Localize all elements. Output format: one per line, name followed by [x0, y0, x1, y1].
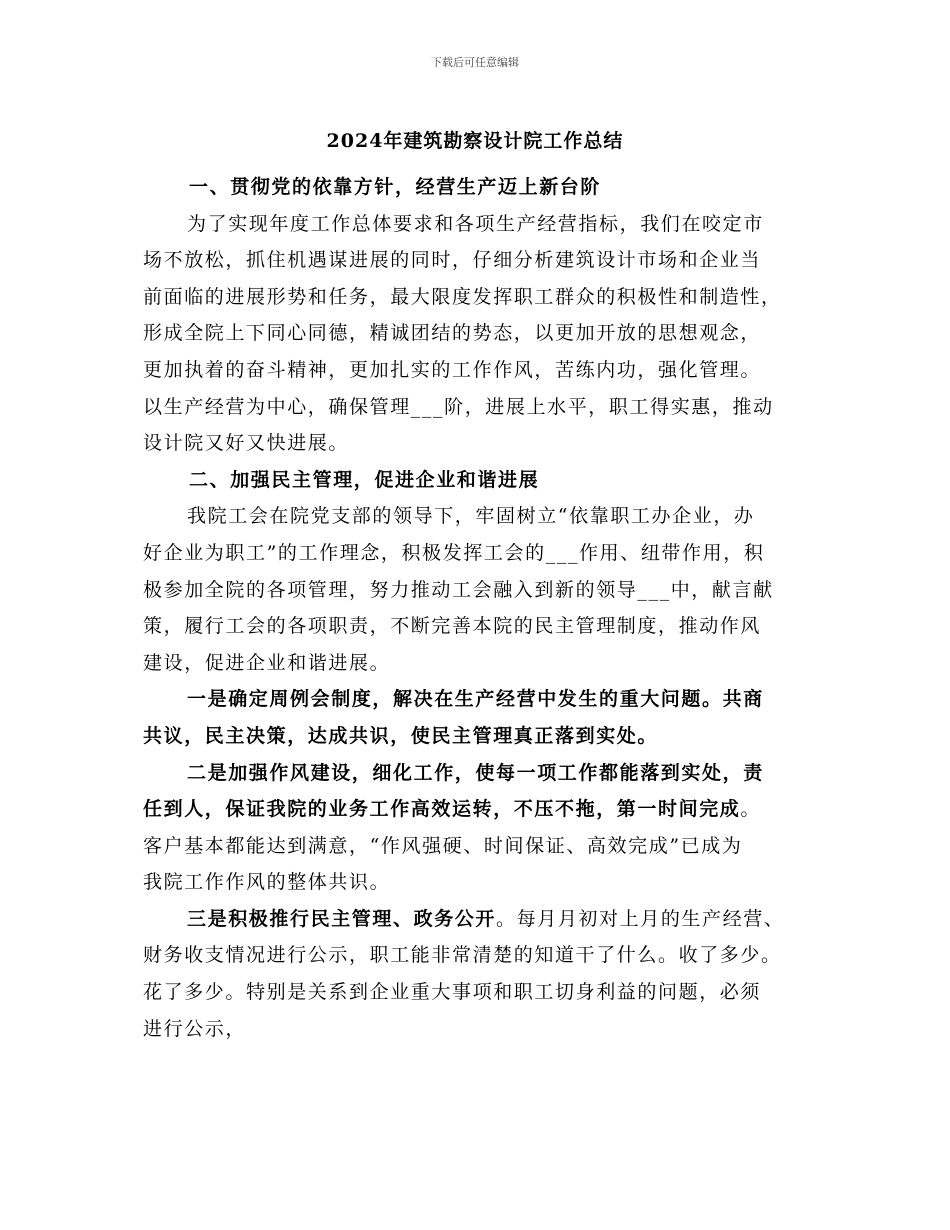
paragraph-line: 财务收支情况进行公示，职工能非常清楚的知道干了什么。收了多少。 [143, 944, 782, 967]
paragraph-line: 我院工作作风的整体共识。 [143, 871, 391, 894]
paragraph-line: 策，履行工会的各项职责，不断完善本院的民主管理制度，推动作风 [143, 615, 762, 638]
document-title: 2024年建筑勘察设计院工作总结 [326, 130, 624, 152]
paragraph-line: 进行公示， [143, 1017, 247, 1040]
paragraph-line: 场不放松，抓住机遇谋进展的同时，仔细分析建筑设计市场和企业当 [143, 249, 762, 272]
paragraph-line: 好企业为职工”的工作理念，积极发挥工会的___作用、纽带作用，积 [143, 541, 765, 564]
paragraph-line: 前面临的进展形势和任务，最大限度发挥职工群众的积极性和制造性， [143, 285, 782, 308]
bold-segment: 任到人，保证我院的业务工作高效运转，不压不拖，第一时间完成 [143, 798, 741, 821]
paragraph-line: 客户基本都能达到满意，“作风强硬、时间保证、高效完成”已成为 [143, 834, 743, 857]
paragraph-line: 设计院又好又快进展。 [143, 432, 350, 455]
paragraph-line: 建设，促进企业和谐进展。 [143, 651, 391, 674]
paragraph-line: 形成全院上下同心同德，精诚团结的势态，以更加开放的思想观念， [143, 322, 762, 345]
paragraph-line: 为了实现年度工作总体要求和各项生产经营指标，我们在咬定市 [187, 212, 764, 235]
bold-point-line: 共议，民主决策，达成共识，使民主管理真正落到实处。 [143, 724, 659, 747]
section-heading-1: 一、贯彻党的依靠方针，经营生产迈上新台阶 [189, 176, 602, 198]
paragraph-line: 更加执着的奋斗精神，更加扎实的工作作风，苦练内功，强化管理。 [143, 358, 762, 381]
bold-point-line: 一是确定周例会制度，解决在生产经营中发生的重大问题。共商 [187, 688, 764, 711]
header-note: 下载后可任意编辑 [431, 56, 519, 69]
plain-segment: 。每月月初对上月的生产经营、 [496, 907, 785, 930]
section-heading-2: 二、加强民主管理，促进企业和谐进展 [189, 468, 540, 491]
plain-segment: 。 [740, 798, 762, 821]
bold-segment: 三是积极推行民主管理、政务公开 [187, 907, 497, 930]
mixed-line [143, 901, 833, 938]
paragraph-line: 我院工会在院党支部的领导下，牢固树立“依靠职工办企业，办 [187, 505, 755, 528]
document-body [143, 169, 833, 1047]
paragraph-line: 极参加全院的各项管理，努力推动工会融入到新的领导___中，献言献 [143, 578, 774, 601]
bold-point-line: 二是加强作风建设，细化工作，使每一项工作都能落到实处，责 [187, 761, 764, 784]
paragraph-line: 花了多少。特别是关系到企业重大事项和职工切身利益的问题，必须 [143, 981, 762, 1004]
mixed-line [143, 791, 833, 828]
paragraph-line: 以生产经营为中心，确保管理___阶，进展上水平，职工得实惠，推动 [143, 395, 774, 418]
